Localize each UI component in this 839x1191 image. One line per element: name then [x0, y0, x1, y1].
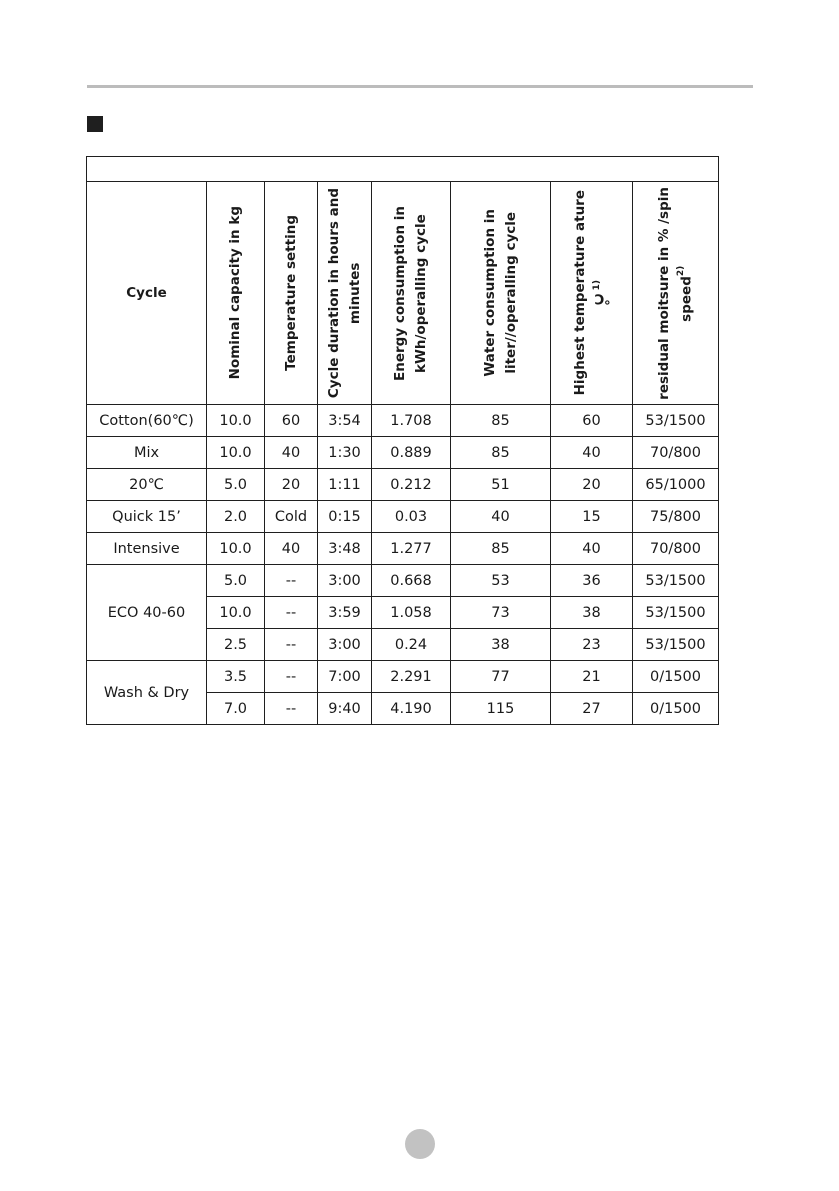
- capacity-cell: 10.0: [207, 533, 265, 565]
- temperature-cell: 40: [265, 533, 318, 565]
- water-cell: 85: [451, 533, 551, 565]
- water-cell: 51: [451, 469, 551, 501]
- capacity-cell: 10.0: [207, 437, 265, 469]
- header-water-line2: liter//operalling cycle: [502, 212, 519, 374]
- duration-cell: 3:00: [318, 629, 372, 661]
- table-row: [87, 533, 719, 565]
- residual-cell: 0/1500: [633, 661, 719, 693]
- max-temp-cell: 38: [551, 597, 633, 629]
- temperature-cell: --: [265, 597, 318, 629]
- duration-cell: 3:54: [318, 405, 372, 437]
- temperature-cell: --: [265, 693, 318, 725]
- header-highest-temp-line2: [591, 190, 613, 395]
- max-temp-cell: 36: [551, 565, 633, 597]
- energy-cell: 1.277: [372, 533, 451, 565]
- residual-cell: 65/1000: [633, 469, 719, 501]
- capacity-cell: 3.5: [207, 661, 265, 693]
- residual-cell: 0/1500: [633, 693, 719, 725]
- header-water-consumption: [451, 182, 551, 405]
- table-row: [87, 661, 719, 693]
- energy-cell: 2.291: [372, 661, 451, 693]
- header-energy-consumption: [372, 182, 451, 405]
- duration-cell: 1:11: [318, 469, 372, 501]
- temperature-cell: --: [265, 565, 318, 597]
- max-temp-cell: 20: [551, 469, 633, 501]
- table-row: [87, 437, 719, 469]
- capacity-cell: 2.5: [207, 629, 265, 661]
- capacity-cell: 5.0: [207, 565, 265, 597]
- header-water-line1: Water consumption in: [481, 209, 498, 377]
- max-temp-cell: 40: [551, 437, 633, 469]
- energy-cell: 0.668: [372, 565, 451, 597]
- header-highest-temp-footnote: 1): [591, 279, 602, 291]
- header-temperature-setting-text: Temperature setting: [282, 215, 299, 371]
- cycle-name: Wash & Dry: [87, 661, 207, 725]
- header-cycle-duration-line1: Cycle duration in hours and: [325, 187, 342, 399]
- table-row: [87, 565, 719, 597]
- capacity-cell: 10.0: [207, 597, 265, 629]
- max-temp-cell: 15: [551, 501, 633, 533]
- temperature-cell: 40: [265, 437, 318, 469]
- header-residual-footnote: 2): [675, 264, 686, 276]
- residual-cell: 53/1500: [633, 565, 719, 597]
- energy-cell: 0.212: [372, 469, 451, 501]
- cycle-name: Intensive: [87, 533, 207, 565]
- cycle-name: Quick 15’: [87, 501, 207, 533]
- energy-cell: 0.24: [372, 629, 451, 661]
- residual-cell: 70/800: [633, 437, 719, 469]
- duration-cell: 3:00: [318, 565, 372, 597]
- duration-cell: 3:59: [318, 597, 372, 629]
- energy-cell: 1.058: [372, 597, 451, 629]
- header-energy-line1: Energy consumption in: [392, 205, 409, 381]
- max-temp-cell: 27: [551, 693, 633, 725]
- duration-cell: 1:30: [318, 437, 372, 469]
- header-nominal-capacity: [207, 182, 265, 405]
- header-cycle-duration-line2: minutes: [346, 262, 363, 324]
- water-cell: 40: [451, 501, 551, 533]
- duration-cell: 0:15: [318, 501, 372, 533]
- residual-cell: 70/800: [633, 533, 719, 565]
- water-cell: 115: [451, 693, 551, 725]
- cycle-name: Mix: [87, 437, 207, 469]
- cycle-name: ECO 40-60: [87, 565, 207, 661]
- header-nominal-capacity-text: Nominal capacity in kg: [227, 206, 244, 380]
- capacity-cell: 5.0: [207, 469, 265, 501]
- duration-cell: 7:00: [318, 661, 372, 693]
- header-highest-temp-unit: ℃: [594, 290, 611, 307]
- max-temp-cell: 23: [551, 629, 633, 661]
- temperature-cell: --: [265, 661, 318, 693]
- table-row: [87, 469, 719, 501]
- table-row: [87, 501, 719, 533]
- max-temp-cell: 60: [551, 405, 633, 437]
- duration-cell: 3:48: [318, 533, 372, 565]
- residual-cell: 53/1500: [633, 597, 719, 629]
- temperature-cell: --: [265, 629, 318, 661]
- header-highest-temp-line1: Highest temperature ature: [571, 190, 588, 396]
- table-title-row: [87, 157, 719, 182]
- program-data-table: [86, 156, 719, 725]
- top-rule: [87, 85, 753, 88]
- header-row: [87, 182, 719, 405]
- water-cell: 38: [451, 629, 551, 661]
- water-cell: 77: [451, 661, 551, 693]
- header-temperature-setting: [265, 182, 318, 405]
- capacity-cell: 2.0: [207, 501, 265, 533]
- energy-cell: 0.889: [372, 437, 451, 469]
- header-highest-temperature: [551, 182, 633, 405]
- table-title-cell: [87, 157, 719, 182]
- capacity-cell: 10.0: [207, 405, 265, 437]
- duration-cell: 9:40: [318, 693, 372, 725]
- residual-cell: 75/800: [633, 501, 719, 533]
- cycle-name: 20℃: [87, 469, 207, 501]
- capacity-cell: 7.0: [207, 693, 265, 725]
- energy-cell: 4.190: [372, 693, 451, 725]
- temperature-cell: Cold: [265, 501, 318, 533]
- page-number-dot: [405, 1129, 435, 1159]
- header-cycle-duration: [318, 182, 372, 405]
- energy-cell: 1.708: [372, 405, 451, 437]
- max-temp-cell: 21: [551, 661, 633, 693]
- energy-cell: 0.03: [372, 501, 451, 533]
- temperature-cell: 60: [265, 405, 318, 437]
- cycle-name: Cotton(60℃): [87, 405, 207, 437]
- header-residual-line2: [675, 187, 697, 400]
- header-residual-moisture: [633, 182, 719, 405]
- water-cell: 85: [451, 405, 551, 437]
- residual-cell: 53/1500: [633, 629, 719, 661]
- header-cycle: Cycle: [87, 182, 207, 405]
- water-cell: 85: [451, 437, 551, 469]
- header-residual-speed: speed: [678, 275, 695, 322]
- section-square-bullet: [87, 116, 103, 132]
- residual-cell: 53/1500: [633, 405, 719, 437]
- header-energy-line2: kWh/operalling cycle: [413, 213, 429, 373]
- water-cell: 53: [451, 565, 551, 597]
- max-temp-cell: 40: [551, 533, 633, 565]
- temperature-cell: 20: [265, 469, 318, 501]
- header-residual-line1: residual moitsure in % /spin: [655, 186, 672, 400]
- water-cell: 73: [451, 597, 551, 629]
- table-row: [87, 405, 719, 437]
